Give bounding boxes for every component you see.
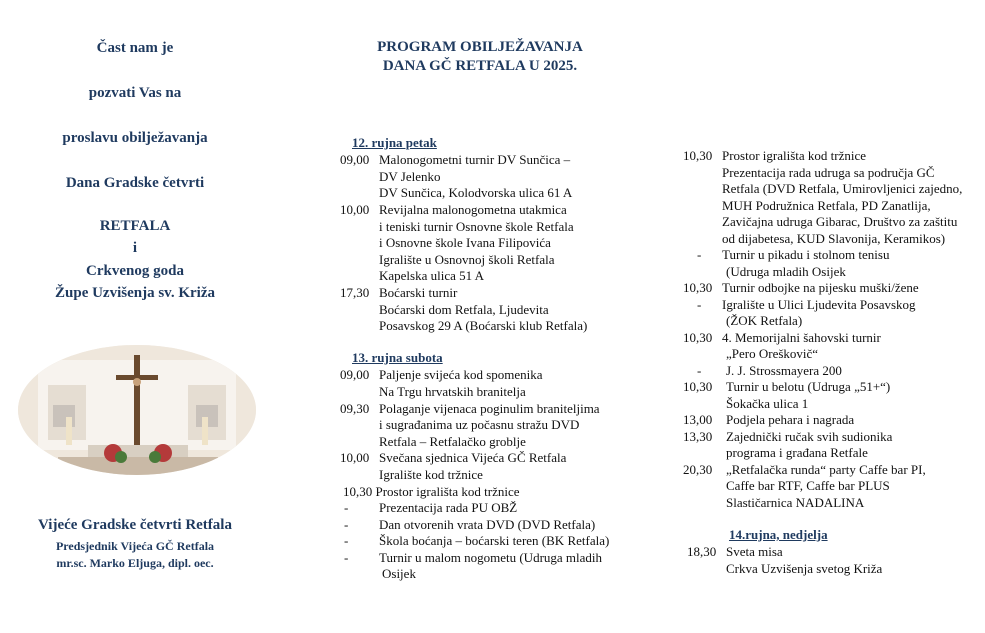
program-time: 10,30 xyxy=(683,330,713,345)
program-line: Igralište u Osnovnoj školi Retfala xyxy=(379,252,555,267)
program-time: 10,30 xyxy=(683,379,713,394)
program-line: i teniski turnir Osnovne škole Retfala xyxy=(379,219,574,234)
program-bullet: - xyxy=(344,550,349,565)
program-line: Šokačka ulica 1 xyxy=(726,396,809,411)
program-bullet: - xyxy=(344,517,349,532)
program-line: od dijabetesa, KUD Slavonija, Keramikos) xyxy=(722,231,946,246)
program-line: Turnir u malom nogometu (Udruga mladih xyxy=(379,550,603,565)
program-line: Turnir u belotu (Udruga „51+“) xyxy=(726,379,891,394)
program-time: 20,30 xyxy=(683,462,713,477)
program-line: Retfala (DVD Retfala, Umirovljenici zajedno, xyxy=(722,181,963,196)
program-line: J. J. Strossmayera 200 xyxy=(726,363,842,378)
signature-name: mr.sc. Marko Eljuga, dipl. oec. xyxy=(56,556,214,570)
program-time: 10,00 xyxy=(340,450,370,465)
day-heading: 12. rujna petak xyxy=(352,135,437,150)
program-line: programa i građana Retfale xyxy=(726,445,868,460)
program-line: Dan otvorenih vrata DVD (DVD Retfala) xyxy=(379,517,596,532)
program-line: Boćarski dom Retfala, Ljudevita xyxy=(379,302,549,317)
program-line: Caffe bar RTF, Caffe bar PLUS xyxy=(726,478,890,493)
program-line: Malonogometni turnir DV Sunčica – xyxy=(379,152,571,167)
program-time: 17,30 xyxy=(340,285,370,300)
program-line: Polaganje vijenaca poginulim braniteljima xyxy=(379,401,600,416)
day-heading: 14.rujna, nedjelja xyxy=(729,527,828,542)
program-bullet: - xyxy=(697,247,702,262)
program-line: Igralište u Ulici Ljudevita Posavskog xyxy=(722,297,916,312)
program-line: Boćarski turnir xyxy=(379,285,458,300)
program-bullet: - xyxy=(344,500,349,515)
invitation-line: Crkvenog goda xyxy=(86,263,184,279)
program-line: 10,30 Prostor igrališta kod tržnice xyxy=(343,484,520,499)
program-title-line: DANA GČ RETFALA U 2025. xyxy=(382,58,578,74)
program-line: i Osnovne škole Ivana Filipovića xyxy=(379,235,551,250)
program-line: Prostor igrališta kod tržnice xyxy=(722,148,867,163)
invitation-line: Župe Uzvišenja sv. Križa xyxy=(55,285,215,301)
invitation-line: Dana Gradske četvrti xyxy=(65,175,205,191)
program-line: Svečana sjednica Vijeća GČ Retfala xyxy=(379,450,567,465)
program-time: 18,30 xyxy=(687,544,717,559)
program-line: Zavičajna udruga Gibarac, Društvo za zaštitu xyxy=(722,214,958,229)
invitation-line: pozvati Vas na xyxy=(88,85,182,101)
church-altar-illustration xyxy=(18,345,256,475)
program-line: Revijalna malonogometna utakmica xyxy=(379,202,567,217)
program-line: Posavskog 29 A (Boćarski klub Retfala) xyxy=(379,318,588,333)
day-heading: 13. rujna subota xyxy=(352,350,443,365)
program-line: Paljenje svijeća kod spomenika xyxy=(379,367,543,382)
program-time: 10,30 xyxy=(683,280,713,295)
program-time: 09,30 xyxy=(340,401,370,416)
program-time: 10,00 xyxy=(340,202,370,217)
program-line: Zajednički ručak svih sudionika xyxy=(726,429,893,444)
program-line: Na Trgu hrvatskih branitelja xyxy=(379,384,526,399)
signature-org: Vijeće Gradske četvrti Retfala xyxy=(38,517,232,533)
program-line: DV Sunčica, Kolodvorska ulica 61 A xyxy=(379,185,573,200)
program-line: Sveta misa xyxy=(726,544,783,559)
program-line: i sugrađanima uz počasnu stražu DVD xyxy=(379,417,580,432)
invitation-line: Čast nam je xyxy=(96,40,174,56)
program-bullet: - xyxy=(697,297,702,312)
program-line: Kapelska ulica 51 A xyxy=(379,268,485,283)
program-line: Slastičarnica NADALINA xyxy=(726,495,865,510)
program-title-line: PROGRAM OBILJEŽAVANJA xyxy=(377,39,583,55)
program-line: Prezentacija rada PU OBŽ xyxy=(379,500,518,515)
program-line: Igralište kod tržnice xyxy=(379,467,483,482)
invitation-line: i xyxy=(132,240,138,256)
program-line: DV Jelenko xyxy=(379,169,441,184)
church-altar-photo xyxy=(18,345,256,475)
program-time: 10,30 xyxy=(683,148,713,163)
program-line: „Retfalačka runda“ party Caffe bar PI, xyxy=(726,462,926,477)
program-time: 09,00 xyxy=(340,152,370,167)
program-line: Osijek xyxy=(382,566,416,581)
program-line: Crkva Uzvišenja svetog Križa xyxy=(726,561,883,576)
program-line: (Udruga mladih Osijek xyxy=(726,264,846,279)
program-bullet: - xyxy=(697,363,702,378)
program-line: MUH Podružnica Retfala, PD Zanatlija, xyxy=(722,198,931,213)
signature-role: Predsjednik Vijeća GČ Retfala xyxy=(55,539,215,553)
program-time: 13,30 xyxy=(683,429,713,444)
program-line: Retfala – Retfalačko groblje xyxy=(379,434,526,449)
invitation-line: proslavu obilježavanja xyxy=(62,130,208,146)
program-line: Turnir u pikadu i stolnom tenisu xyxy=(722,247,890,262)
program-line: Prezentacija rada udruga sa područja GČ xyxy=(722,165,935,180)
program-line: Turnir odbojke na pijesku muški/žene xyxy=(722,280,919,295)
program-line: 4. Memorijalni šahovski turnir xyxy=(722,330,881,345)
invitation-line: RETFALA xyxy=(99,218,171,234)
program-time: 13,00 xyxy=(683,412,713,427)
program-title xyxy=(320,38,640,76)
program-line: Podjela pehara i nagrada xyxy=(726,412,855,427)
program-line: Škola boćanja – boćarski teren (BK Retfala) xyxy=(379,533,610,548)
program-bullet: - xyxy=(344,533,349,548)
invitation-panel xyxy=(0,0,270,633)
program-line: „Pero Oreškovič“ xyxy=(726,346,819,361)
program-time: 09,00 xyxy=(340,367,370,382)
program-line: (ŽOK Retfala) xyxy=(726,313,803,328)
